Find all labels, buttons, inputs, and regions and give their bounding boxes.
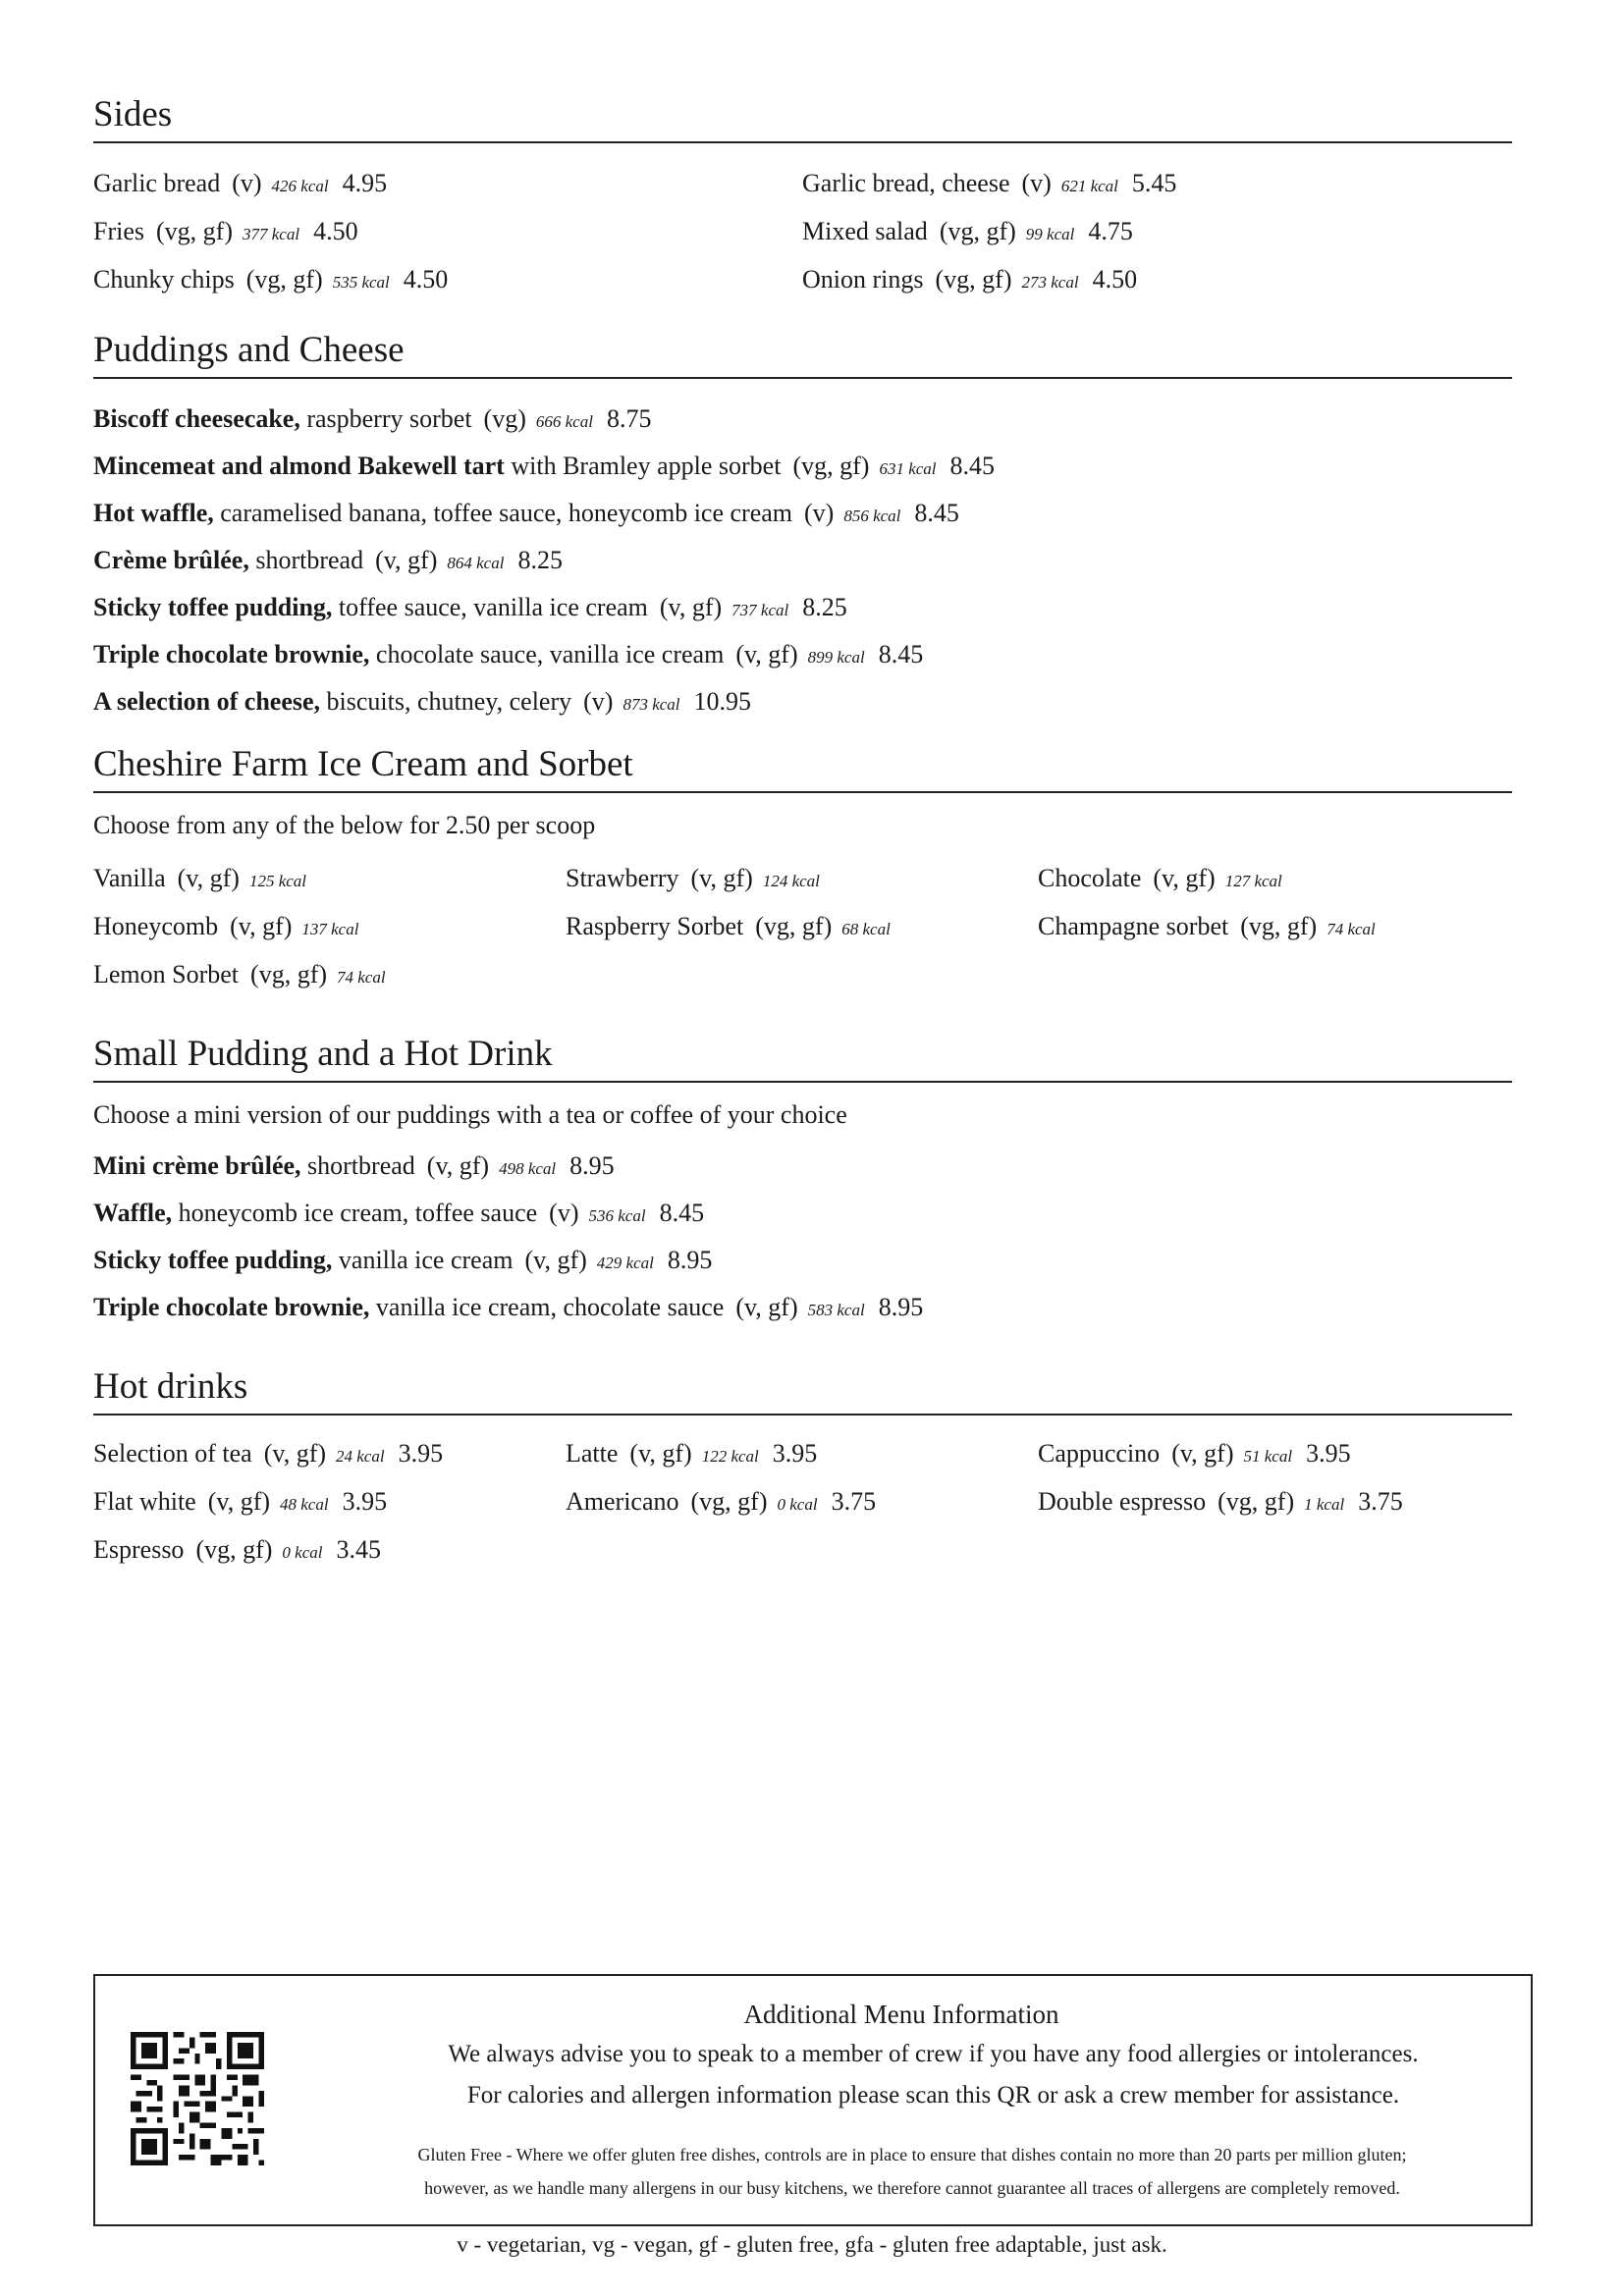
item-name: Latte xyxy=(566,1439,619,1468)
menu-item xyxy=(566,862,1038,898)
section-title: Cheshire Farm Ice Cream and Sorbet xyxy=(93,742,1512,793)
item-name: Triple chocolate brownie, xyxy=(93,1293,370,1321)
item-description: raspberry sorbet xyxy=(299,404,472,433)
item-price: 3.95 xyxy=(1306,1439,1351,1468)
item-kcal: 737 kcal xyxy=(731,601,789,619)
menu-item xyxy=(93,544,1512,580)
menu-item xyxy=(93,1533,566,1570)
item-description: shortbread xyxy=(300,1151,415,1180)
item-kcal: 426 kcal xyxy=(271,177,329,195)
item-diet: (v, gf) xyxy=(524,1246,587,1274)
item-kcal: 122 kcal xyxy=(701,1447,759,1466)
menu-item xyxy=(566,1485,1038,1522)
info-title: Additional Menu Information xyxy=(743,2000,1059,2029)
item-name: Flat white xyxy=(93,1487,196,1516)
item-name: Mixed salad xyxy=(802,217,928,245)
item-kcal: 864 kcal xyxy=(447,554,505,572)
item-kcal: 273 kcal xyxy=(1021,273,1079,292)
item-name: Chocolate xyxy=(1038,864,1142,892)
item-kcal: 137 kcal xyxy=(301,920,359,938)
puddings-list xyxy=(93,402,1512,721)
item-kcal: 899 kcal xyxy=(807,648,865,667)
item-name: Honeycomb xyxy=(93,912,219,940)
menu-item xyxy=(93,1437,566,1473)
item-name: Champagne sorbet xyxy=(1038,912,1229,940)
item-diet: (v, gf) xyxy=(207,1487,271,1516)
item-kcal: 621 kcal xyxy=(1060,177,1118,195)
item-diet: (vg) xyxy=(483,404,526,433)
item-price: 3.95 xyxy=(398,1439,444,1468)
section-intro: Choose from any of the below for 2.50 per scoop xyxy=(93,811,596,839)
menu-item xyxy=(1038,1437,1510,1473)
item-name: Espresso xyxy=(93,1535,185,1564)
item-price: 8.95 xyxy=(878,1293,924,1321)
item-diet: (vg, gf) xyxy=(935,265,1012,294)
item-diet: (v, gf) xyxy=(735,1293,798,1321)
menu-item xyxy=(802,263,1511,299)
item-name: Selection of tea xyxy=(93,1439,252,1468)
additional-info-box xyxy=(93,1974,1533,2226)
small-pudding-list xyxy=(93,1149,1512,1327)
item-kcal: 666 kcal xyxy=(535,412,593,431)
hot-drinks-list xyxy=(93,1437,1512,1570)
item-name: Vanilla xyxy=(93,864,166,892)
item-diet: (vg, gf) xyxy=(755,912,833,940)
menu-item xyxy=(802,215,1511,251)
item-diet: (v) xyxy=(804,499,835,527)
menu-item xyxy=(1038,1485,1510,1522)
menu-item xyxy=(802,167,1511,203)
section-sides xyxy=(93,92,1512,299)
menu-item xyxy=(93,910,566,946)
menu-item xyxy=(93,402,1512,439)
item-name: Mini crème brûlée, xyxy=(93,1151,301,1180)
info-qr-advice: For calories and allergen information please scan this QR or ask a crew member for assistance. xyxy=(466,2082,1400,2109)
item-price: 4.75 xyxy=(1088,217,1133,245)
section-title: Puddings and Cheese xyxy=(93,328,1512,379)
gluten-free-note: Gluten Free - Where we offer gluten free dishes, controls are in place to ensure that dishes contain no more than 20 parts per million gluten; xyxy=(417,2145,1407,2164)
item-price: 3.95 xyxy=(342,1487,388,1516)
item-price: 5.45 xyxy=(1131,169,1177,197)
item-kcal: 856 kcal xyxy=(843,507,901,525)
item-description: toffee sauce, vanilla ice cream xyxy=(332,593,648,621)
item-name: Onion rings xyxy=(802,265,924,294)
item-price: 8.95 xyxy=(569,1151,615,1180)
item-kcal: 74 kcal xyxy=(337,968,386,987)
item-description: shortbread xyxy=(248,546,364,574)
menu-item xyxy=(93,1291,1512,1327)
item-description: biscuits, chutney, celery xyxy=(320,687,572,716)
item-diet: (vg, gf) xyxy=(245,265,323,294)
item-price: 3.45 xyxy=(336,1535,381,1564)
item-price: 8.45 xyxy=(659,1199,705,1227)
menu-item xyxy=(1038,910,1510,946)
item-kcal: 0 kcal xyxy=(282,1543,323,1562)
item-diet: (v, gf) xyxy=(263,1439,327,1468)
dietary-legend: v - vegetarian, vg - vegan, gf - gluten free, gfa - gluten free adaptable, just ask. xyxy=(457,2232,1167,2257)
menu-item xyxy=(93,685,1512,721)
icecream-list xyxy=(93,862,1512,994)
item-name: A selection of cheese, xyxy=(93,687,321,716)
menu-item xyxy=(93,497,1512,533)
menu-item xyxy=(93,450,1512,486)
item-name: Garlic bread xyxy=(93,169,221,197)
item-name: Garlic bread, cheese xyxy=(802,169,1010,197)
item-price: 3.95 xyxy=(772,1439,818,1468)
item-diet: (vg, gf) xyxy=(1240,912,1318,940)
section-title: Hot drinks xyxy=(93,1364,1512,1415)
item-price: 8.25 xyxy=(517,546,563,574)
item-diet: (v, gf) xyxy=(1171,1439,1234,1468)
item-kcal: 24 kcal xyxy=(336,1447,385,1466)
menu-item xyxy=(93,1244,1512,1280)
menu-item xyxy=(93,862,566,898)
info-allergy-advice: We always advise you to speak to a member of crew if you have any food allergies or intolerances. xyxy=(448,2041,1419,2067)
item-kcal: 0 kcal xyxy=(777,1495,818,1514)
item-description: vanilla ice cream xyxy=(332,1246,514,1274)
section-intro: Choose a mini version of our puddings with a tea or coffee of your choice xyxy=(93,1100,847,1129)
item-price: 4.50 xyxy=(313,217,358,245)
item-diet: (v, gf) xyxy=(230,912,293,940)
item-kcal: 873 kcal xyxy=(623,695,680,714)
item-diet: (vg, gf) xyxy=(1218,1487,1295,1516)
item-name: Crème brûlée, xyxy=(93,546,249,574)
item-diet: (vg, gf) xyxy=(792,452,870,480)
menu-item xyxy=(93,215,802,251)
item-diet: (v, gf) xyxy=(177,864,240,892)
item-diet: (v, gf) xyxy=(1153,864,1216,892)
item-diet: (v) xyxy=(1021,169,1052,197)
item-diet: (v) xyxy=(549,1199,579,1227)
item-diet: (v, gf) xyxy=(629,1439,692,1468)
item-price: 4.50 xyxy=(403,265,449,294)
item-kcal: 583 kcal xyxy=(807,1301,865,1319)
section-icecream xyxy=(93,742,1512,994)
menu-item xyxy=(93,167,802,203)
item-kcal: 631 kcal xyxy=(879,459,937,478)
item-kcal: 51 kcal xyxy=(1243,1447,1293,1466)
item-diet: (v) xyxy=(583,687,614,716)
item-diet: (v) xyxy=(232,169,262,197)
item-diet: (v, gf) xyxy=(690,864,753,892)
item-kcal: 74 kcal xyxy=(1326,920,1376,938)
item-name: Waffle, xyxy=(93,1199,173,1227)
item-diet: (v, gf) xyxy=(659,593,723,621)
item-name: Raspberry Sorbet xyxy=(566,912,744,940)
item-price: 4.95 xyxy=(342,169,388,197)
item-price: 3.75 xyxy=(1358,1487,1403,1516)
item-price: 8.75 xyxy=(606,404,652,433)
menu-item xyxy=(566,910,1038,946)
item-name: Chunky chips xyxy=(93,265,235,294)
item-description: caramelised banana, toffee sauce, honeycomb ice cream xyxy=(213,499,793,527)
item-diet: (v, gf) xyxy=(375,546,438,574)
item-price: 4.50 xyxy=(1092,265,1138,294)
item-kcal: 1 kcal xyxy=(1304,1495,1345,1514)
item-kcal: 48 kcal xyxy=(280,1495,329,1514)
item-name: Strawberry xyxy=(566,864,679,892)
item-price: 3.75 xyxy=(831,1487,877,1516)
item-kcal: 68 kcal xyxy=(841,920,891,938)
item-diet: (v, gf) xyxy=(426,1151,490,1180)
item-name: Cappuccino xyxy=(1038,1439,1161,1468)
menu-item xyxy=(93,958,566,994)
item-description: honeycomb ice cream, toffee sauce xyxy=(172,1199,538,1227)
item-kcal: 125 kcal xyxy=(248,872,307,890)
menu-item xyxy=(93,263,802,299)
item-name: Hot waffle, xyxy=(93,499,214,527)
item-kcal: 127 kcal xyxy=(1224,872,1282,890)
item-name: Double espresso xyxy=(1038,1487,1207,1516)
item-kcal: 536 kcal xyxy=(588,1206,646,1225)
item-diet: (vg, gf) xyxy=(156,217,233,245)
item-kcal: 535 kcal xyxy=(332,273,390,292)
menu-item xyxy=(93,638,1512,674)
item-description: chocolate sauce, vanilla ice cream xyxy=(369,640,725,668)
item-description: with Bramley apple sorbet xyxy=(504,452,782,480)
section-hot-drinks xyxy=(93,1364,1512,1570)
item-diet: (vg, gf) xyxy=(939,217,1016,245)
section-title: Sides xyxy=(93,92,1512,143)
section-title: Small Pudding and a Hot Drink xyxy=(93,1032,1512,1083)
item-name: Biscoff cheesecake, xyxy=(93,404,300,433)
section-small-pudding xyxy=(93,1032,1512,1338)
sides-list xyxy=(93,167,1512,299)
menu-item xyxy=(93,1197,1512,1233)
item-price: 8.45 xyxy=(878,640,924,668)
item-name: Sticky toffee pudding, xyxy=(93,1246,333,1274)
item-name: Sticky toffee pudding, xyxy=(93,593,333,621)
section-puddings xyxy=(93,328,1512,732)
item-name: Mincemeat and almond Bakewell tart xyxy=(93,452,505,480)
item-diet: (v, gf) xyxy=(735,640,798,668)
item-kcal: 124 kcal xyxy=(762,872,820,890)
menu-item xyxy=(1038,862,1510,898)
item-price: 8.95 xyxy=(667,1246,713,1274)
item-price: 10.95 xyxy=(693,687,752,716)
item-price: 8.45 xyxy=(914,499,959,527)
item-diet: (vg, gf) xyxy=(195,1535,273,1564)
menu-item xyxy=(93,591,1512,627)
item-diet: (vg, gf) xyxy=(250,960,328,988)
item-name: Americano xyxy=(566,1487,679,1516)
item-price: 8.25 xyxy=(802,593,847,621)
item-kcal: 377 kcal xyxy=(242,225,300,243)
item-kcal: 498 kcal xyxy=(499,1159,557,1178)
item-description: vanilla ice cream, chocolate sauce xyxy=(369,1293,725,1321)
item-name: Lemon Sorbet xyxy=(93,960,240,988)
menu-item xyxy=(93,1149,1512,1186)
item-kcal: 99 kcal xyxy=(1025,225,1075,243)
gluten-free-note-continued: however, as we handle many allergens in our busy kitchens, we therefore cannot guarantee all traces of allergens are completely removed. xyxy=(424,2178,1400,2198)
item-price: 8.45 xyxy=(949,452,996,480)
item-name: Fries xyxy=(93,217,144,245)
menu-item xyxy=(93,1485,566,1522)
item-diet: (vg, gf) xyxy=(690,1487,768,1516)
item-name: Triple chocolate brownie, xyxy=(93,640,370,668)
menu-item xyxy=(566,1437,1038,1473)
item-kcal: 429 kcal xyxy=(596,1254,654,1272)
